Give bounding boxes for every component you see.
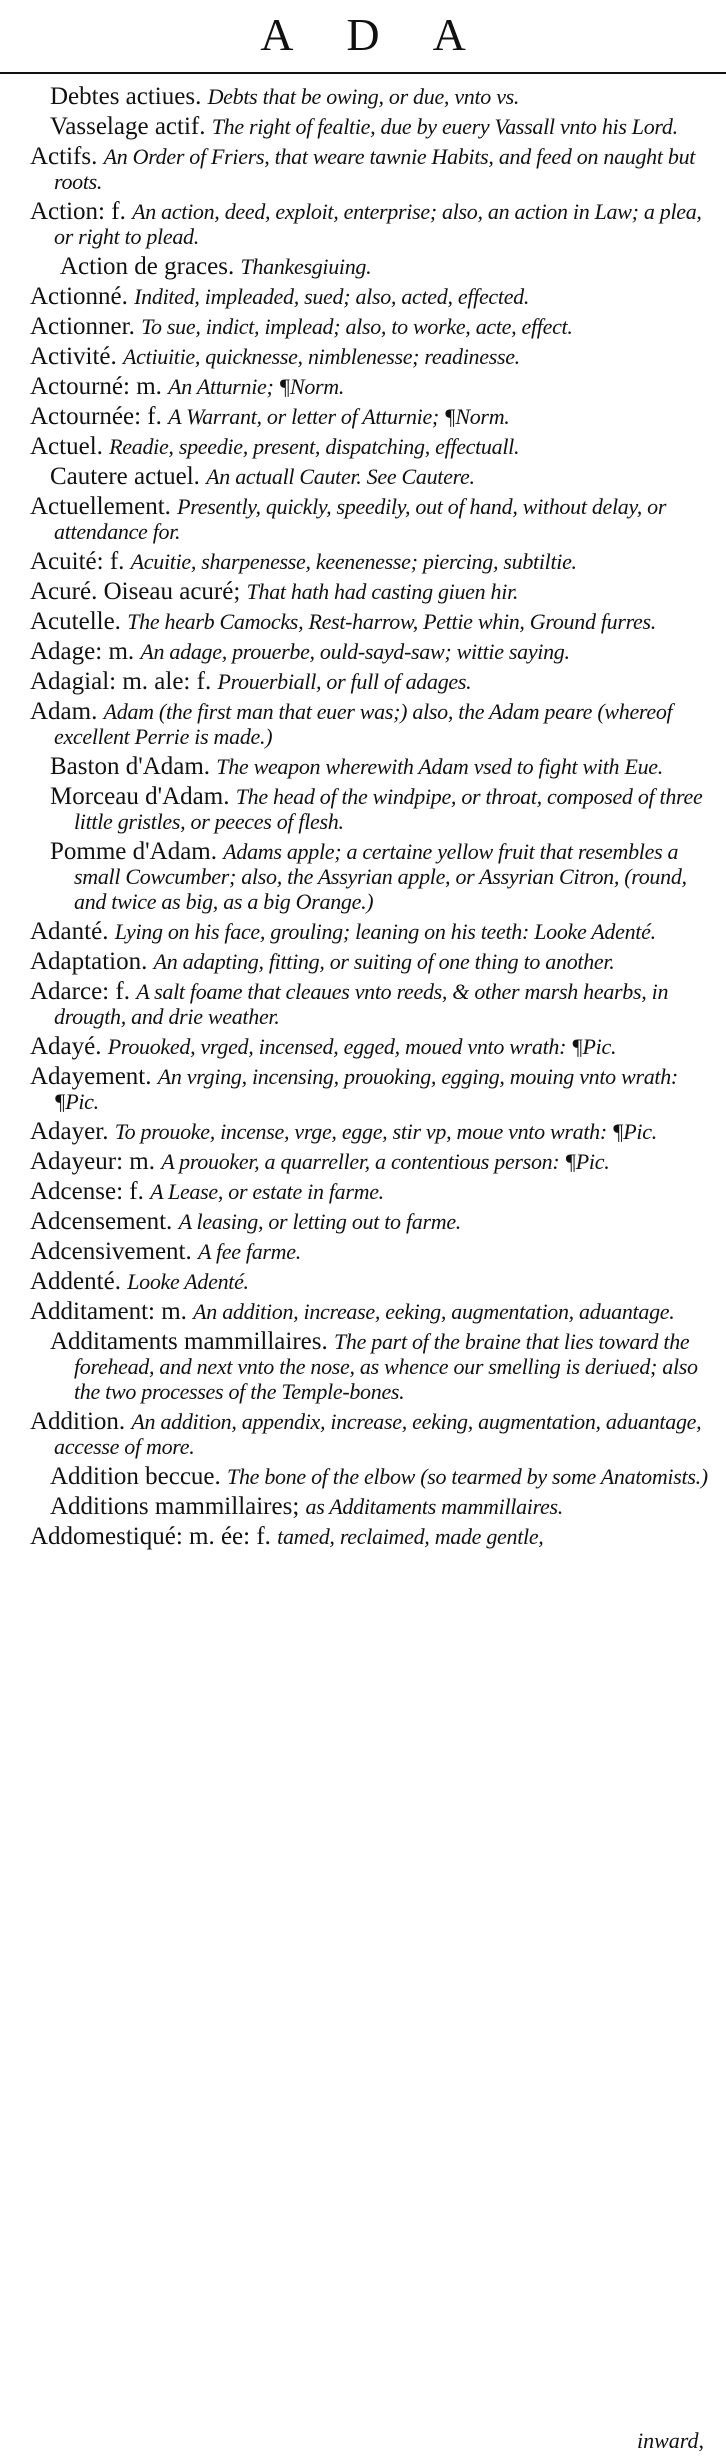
dictionary-entry bbox=[0, 84, 726, 109]
entry-definition: as Additaments mammillaires. bbox=[305, 1494, 563, 1519]
entry-definition: That hath had casting giuen hir. bbox=[246, 579, 519, 604]
entry-definition: An adage, prouerbe, ould-sayd-saw; wittie saying. bbox=[140, 639, 570, 664]
entry-headword: Addition beccue. bbox=[50, 1463, 221, 1490]
entry-headword: Actifs. bbox=[30, 143, 98, 170]
entry-headword: Acutelle. bbox=[30, 608, 121, 635]
page-title: A D A bbox=[260, 9, 488, 60]
entry-definition: An addition, increase, eeking, augmentation, aduantage. bbox=[193, 1299, 675, 1324]
dictionary-entry bbox=[0, 549, 726, 574]
header-rule bbox=[0, 72, 726, 74]
dictionary-entry bbox=[0, 919, 726, 944]
entry-headword: Adagial: m. ale: f. bbox=[30, 668, 212, 695]
entry-headword: Additaments mammillaires. bbox=[50, 1328, 328, 1355]
entry-headword: Actuel. bbox=[30, 433, 103, 460]
entry-definition: Prouoked, vrged, incensed, egged, moued vnto wrath: ¶Pic. bbox=[107, 1034, 617, 1059]
entry-definition: Actiuitie, quicknesse, nimblenesse; readinesse. bbox=[123, 344, 520, 369]
entry-headword: Vasselage actif. bbox=[50, 113, 206, 140]
entry-headword: Action: f. bbox=[30, 198, 126, 225]
entry-headword: Adcensement. bbox=[30, 1208, 173, 1235]
dictionary-entry bbox=[0, 374, 726, 399]
entry-definition: An vrging, incensing, prouoking, egging, mouing vnto wrath: ¶Pic. bbox=[54, 1064, 678, 1114]
dictionary-entries bbox=[0, 84, 726, 2424]
dictionary-entry bbox=[0, 949, 726, 974]
entry-headword: Addenté. bbox=[30, 1268, 121, 1295]
entry-definition: Acuitie, sharpenesse, keenenesse; piercing, subtiltie. bbox=[130, 549, 577, 574]
dictionary-entry bbox=[0, 254, 726, 279]
dictionary-entry bbox=[0, 314, 726, 339]
entry-headword: Cautere actuel. bbox=[50, 463, 200, 490]
dictionary-entry bbox=[0, 784, 726, 834]
entry-definition: Prouerbiall, or full of adages. bbox=[217, 669, 472, 694]
dictionary-entry bbox=[0, 1209, 726, 1234]
dictionary-entry bbox=[0, 494, 726, 544]
entry-definition: A prouoker, a quarreller, a contentious person: ¶Pic. bbox=[161, 1149, 610, 1174]
entry-headword: Adayeur: m. bbox=[30, 1148, 155, 1175]
entry-definition: To prouoke, incense, vrge, egge, stir vp, moue vnto wrath: ¶Pic. bbox=[114, 1119, 657, 1144]
dictionary-entry bbox=[0, 1239, 726, 1264]
entry-definition: To sue, indict, implead; also, to worke, acte, effect. bbox=[141, 314, 573, 339]
entry-headword: Adanté. bbox=[30, 918, 109, 945]
dictionary-entry bbox=[0, 979, 726, 1029]
entry-headword: Actionner. bbox=[30, 313, 135, 340]
entry-headword: Adage: m. bbox=[30, 638, 135, 665]
entry-headword: Adcense: f. bbox=[30, 1178, 144, 1205]
entry-definition: An addition, appendix, increase, eeking, augmentation, aduantage, accesse of more. bbox=[54, 1409, 702, 1459]
dictionary-entry bbox=[0, 344, 726, 369]
entry-headword: Additament: m. bbox=[30, 1298, 187, 1325]
entry-headword: Acuité: f. bbox=[30, 548, 125, 575]
dictionary-entry bbox=[0, 199, 726, 249]
entry-headword: Actionné. bbox=[30, 283, 128, 310]
dictionary-entry bbox=[0, 1524, 726, 1549]
entry-definition: Debts that be owing, or due, vnto vs. bbox=[207, 84, 520, 109]
entry-headword: Adaptation. bbox=[30, 948, 148, 975]
dictionary-entry bbox=[0, 1179, 726, 1204]
entry-definition: Adam (the first man that euer was;) also, the Adam peare (whereof excellent Perrie is made.) bbox=[54, 699, 673, 749]
entry-definition: Indited, impleaded, sued; also, acted, effected. bbox=[134, 284, 530, 309]
dictionary-entry bbox=[0, 1494, 726, 1519]
dictionary-entry bbox=[0, 1064, 726, 1114]
dictionary-entry bbox=[0, 1269, 726, 1294]
entry-headword: Addomestiqué: m. ée: f. bbox=[30, 1523, 271, 1550]
entry-headword: Morceau d'Adam. bbox=[50, 783, 230, 810]
entry-definition: Thankesgiuing. bbox=[240, 254, 372, 279]
entry-headword: Action de graces. bbox=[60, 253, 235, 280]
catchword: inward, bbox=[636, 2428, 704, 2453]
entry-headword: Adam. bbox=[30, 698, 98, 725]
dictionary-entry bbox=[0, 1299, 726, 1324]
dictionary-entry bbox=[0, 1464, 726, 1489]
entry-definition: A leasing, or letting out to farme. bbox=[178, 1209, 461, 1234]
entry-definition: An Order of Friers, that weare tawnie Habits, and feed on naught but roots. bbox=[54, 144, 696, 194]
dictionary-entry bbox=[0, 284, 726, 309]
dictionary-entry bbox=[0, 144, 726, 194]
dictionary-entry bbox=[0, 434, 726, 459]
dictionary-entry bbox=[0, 464, 726, 489]
dictionary-entry bbox=[0, 639, 726, 664]
entry-definition: The right of fealtie, due by euery Vassall vnto his Lord. bbox=[211, 114, 678, 139]
entry-definition: The part of the braine that lies toward the forehead, and next vnto the nose, as whence our smelling is deriued; also the two processes of the Temple-bones. bbox=[74, 1329, 698, 1404]
dictionary-entry bbox=[0, 669, 726, 694]
entry-definition: An actuall Cauter. See Cautere. bbox=[206, 464, 475, 489]
dictionary-entry bbox=[0, 839, 726, 914]
dictionary-entry bbox=[0, 579, 726, 604]
entry-definition: Presently, quickly, speedily, out of hand, without delay, or attendance for. bbox=[54, 494, 667, 544]
dictionary-entry bbox=[0, 1149, 726, 1174]
dictionary-entry bbox=[0, 1329, 726, 1404]
entry-definition: Adams apple; a certaine yellow fruit that resembles a small Cowcumber; also, the Assyrian apple, or Assyrian Citron, (round, and twice as big, as a big Orange.) bbox=[74, 839, 687, 914]
entry-headword: Baston d'Adam. bbox=[50, 753, 211, 780]
dictionary-entry bbox=[0, 754, 726, 779]
entry-definition: The hearb Camocks, Rest-harrow, Pettie whin, Ground furres. bbox=[127, 609, 656, 634]
entry-definition: The bone of the elbow (so tearmed by some Anatomists.) bbox=[227, 1464, 708, 1489]
entry-definition: An Atturnie; ¶Norm. bbox=[168, 374, 345, 399]
dictionary-entry bbox=[0, 114, 726, 139]
dictionary-entry bbox=[0, 1119, 726, 1144]
entry-headword: Actourné: m. bbox=[30, 373, 162, 400]
entry-definition: An adapting, fitting, or suiting of one thing to another. bbox=[153, 949, 615, 974]
entry-definition: A salt foame that cleaues vnto reeds, & other marsh hearbs, in drougth, and drie weather. bbox=[54, 979, 669, 1029]
entry-definition: An action, deed, exploit, enterprise; also, an action in Law; a plea, or right to plead. bbox=[54, 199, 702, 249]
entry-definition: A fee farme. bbox=[198, 1239, 301, 1264]
entry-definition: A Lease, or estate in farme. bbox=[150, 1179, 384, 1204]
entry-headword: Adayer. bbox=[30, 1118, 109, 1145]
entry-definition: Readie, speedie, present, dispatching, effectuall. bbox=[109, 434, 520, 459]
entry-definition: tamed, reclaimed, made gentle, bbox=[277, 1524, 544, 1549]
entry-headword: Adcensivement. bbox=[30, 1238, 192, 1265]
entry-headword: Activité. bbox=[30, 343, 117, 370]
dictionary-entry bbox=[0, 1409, 726, 1459]
page-header bbox=[0, 0, 726, 70]
entry-headword: Debtes actiues. bbox=[50, 84, 202, 110]
entry-headword: Adayé. bbox=[30, 1033, 102, 1060]
entry-definition: Lying on his face, grouling; leaning on his teeth: Looke Adenté. bbox=[114, 919, 656, 944]
entry-definition: The weapon wherewith Adam vsed to fight with Eue. bbox=[216, 754, 663, 779]
entry-definition: Looke Adenté. bbox=[127, 1269, 249, 1294]
entry-headword: Adayement. bbox=[30, 1063, 152, 1090]
dictionary-entry bbox=[0, 1034, 726, 1059]
entry-definition: A Warrant, or letter of Atturnie; ¶Norm. bbox=[168, 404, 510, 429]
entry-headword: Pomme d'Adam. bbox=[50, 838, 217, 865]
dictionary-entry bbox=[0, 404, 726, 429]
entry-headword: Actournée: f. bbox=[30, 403, 162, 430]
entry-headword: Additions mammillaires; bbox=[50, 1493, 300, 1520]
entry-headword: Acuré. Oiseau acuré; bbox=[30, 578, 241, 605]
dictionary-entry bbox=[0, 699, 726, 749]
entry-headword: Addition. bbox=[30, 1408, 126, 1435]
entry-headword: Actuellement. bbox=[30, 493, 171, 520]
dictionary-entry bbox=[0, 609, 726, 634]
entry-headword: Adarce: f. bbox=[30, 978, 130, 1005]
entry-definition: The head of the windpipe, or throat, composed of three little gristles, or peeces of flesh. bbox=[74, 784, 703, 834]
